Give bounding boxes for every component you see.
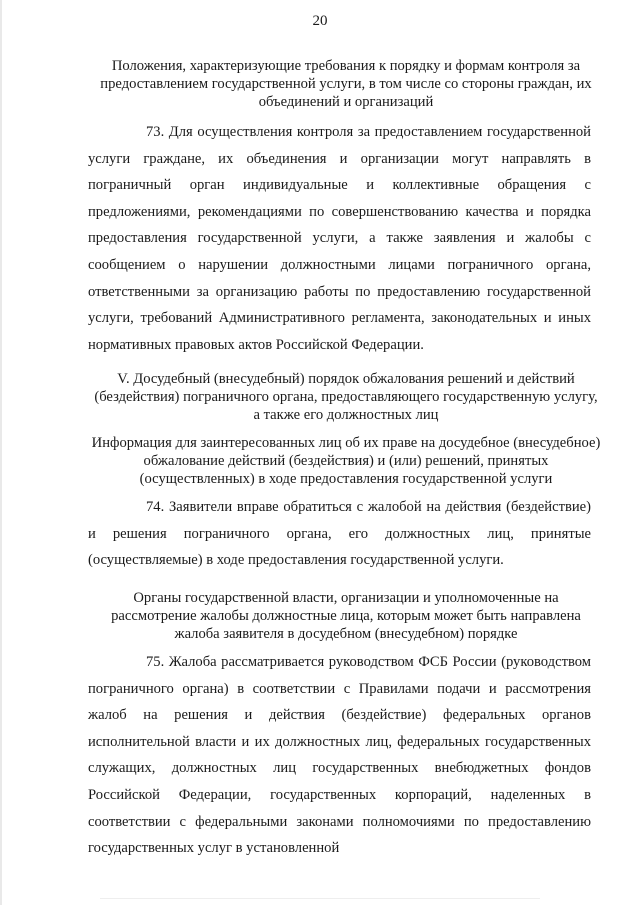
heading-control: Положения, характеризующие требования к порядку и формам контроля за предоставлением государственной услуги, в том числе со стороны граждан, их объединений и организаций — [100, 58, 592, 111]
scan-bottom-edge — [100, 898, 540, 899]
heading-authorities: Органы государственной власти, организации и уполномоченные на рассмотрение жалобы должностные лица, которым может быть направлена жалоба заявителя в досудебном (внесудебном) порядке — [111, 590, 581, 643]
paragraph-75: 75. Жалоба рассматривается руководством ФСБ России (руководством пограничного органа) в соответствии с Правилами подачи и рассмотрения жалоб на решения и действия (бездействие) федеральных органов исполнительной власти и их должностных лиц, федеральных государственных служащих, должностных лиц государственных внебюджетных фондов Российской Федерации, государственных корпораций, наделенных в соответствии с федеральными законами полномочиями по предоставлению государственных услуг в установленной — [88, 654, 591, 857]
heading-pretrial-info: Информация для заинтересованных лиц об их праве на досудебное (внесудебное) обжалование действий (бездействия) и (или) решений, принятых (осуществленных) в ходе предоставления государственной услуги — [91, 435, 601, 488]
paragraph-74: 74. Заявители вправе обратиться с жалобой на действия (бездействие) и решения пограничного органа, его должностных лиц, принятые (осуществляемые) в ходе предоставления государственной услуги. — [88, 499, 591, 569]
scan-edge — [0, 0, 2, 905]
page-number: 20 — [312, 13, 328, 29]
paragraph-73: 73. Для осуществления контроля за предоставлением государственной услуги граждане, их объединения и организации могут направлять в пограничный орган индивидуальные и коллективные обращения с предложениями, рекомендациями по совершенствованию качества и порядка предоставления государственной услуги, а также заявления и жалобы с сообщением о нарушении должностными лицами пограничного органа, ответственными за организацию работы по предоставлению государственной услуги, требований Административного регламента, законодательных и иных нормативных правовых актов Российской Федерации. — [88, 124, 591, 353]
section-5-heading: V. Досудебный (внесудебный) порядок обжалования решений и действий (бездействия) пограничного органа, предоставляющего государственную услугу, а также его должностных лиц — [94, 371, 598, 424]
